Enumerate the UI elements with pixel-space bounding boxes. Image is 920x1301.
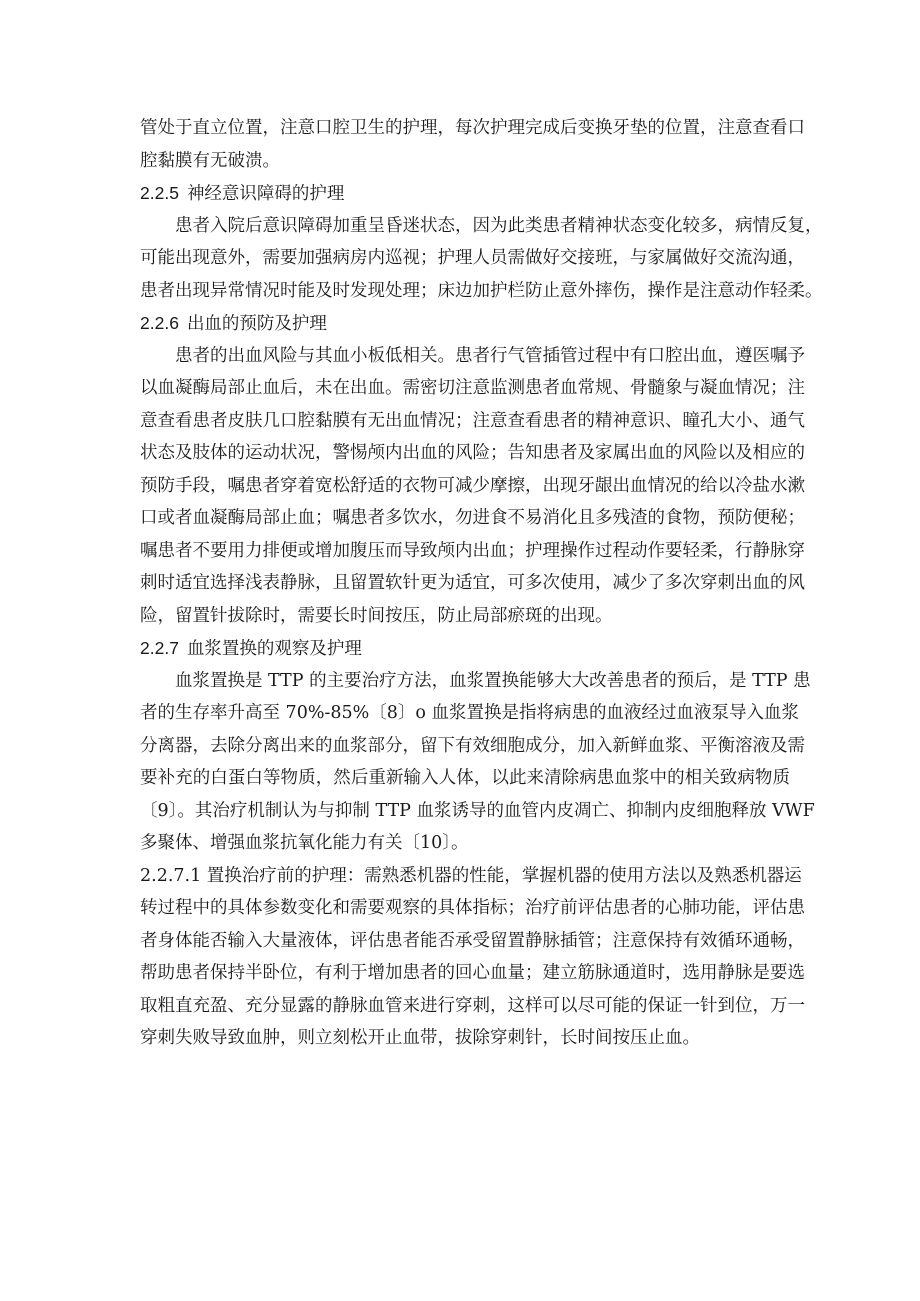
- text-line: 患者出现异常情况时能及时发现处理；床边加护栏防止意外摔伤，操作是注意动作轻柔。: [140, 280, 823, 301]
- text-line: 要补充的白蛋白等物质，然后重新输入人体，以此来清除病患血浆中的相关致病物质: [140, 768, 790, 788]
- text-line: 刺时适宜选择浅表静脉，且留置软针更为适宜，可多次使用，减少了多次穿刺出血的风: [140, 573, 805, 593]
- text-line: 2.2.7.1 置换治疗前的护理：需熟悉机器的性能，掌握机器的使用方法以及熟悉机器运: [140, 865, 802, 886]
- section-number: 2.2.6: [140, 313, 179, 333]
- text-line: 腔黏膜有无破溃。: [140, 150, 280, 171]
- text-line: 可能出现意外，需要加强病房内巡视；护理人员需做好交接班，与家属做好交流沟通，: [140, 248, 805, 268]
- text-line: 口或者血凝酶局部止血；嘱患者多饮水，勿进食不易消化且多残渣的食物，预防便秘；: [140, 508, 805, 528]
- section-number: 2.2.5: [140, 183, 179, 203]
- text-line: 者身体能否输入大量液体，评估患者能否承受留置静脉插管；注意保持有效循环通畅，: [140, 930, 805, 951]
- text-line: 穿刺失败导致血肿，则立刻松开止血带，拔除穿刺针，长时间按压止血。: [140, 1028, 700, 1048]
- text-line: 取粗直充盈、充分显露的静脉血管来进行穿刺，这样可以尽可能的保证一针到位，万一: [140, 995, 805, 1016]
- text-line: 患者入院后意识障碍加重呈昏迷状态，因为此类患者精神状态变化较多，病情反复，: [175, 215, 823, 236]
- text-line: 以血凝酶局部止血后，未在出血。需密切注意监测患者血常规、骨髓象与凝血情况；注: [140, 378, 805, 398]
- paragraph-plasma-exchange: [140, 665, 815, 860]
- text-line: 分离器，去除分离出来的血浆部分，留下有效细胞成分，加入新鲜血浆、平衡溶液及需: [140, 735, 805, 756]
- text-line: 血浆置换是 TTP 的主要治疗方法，血浆置换能够大大改善患者的预后，是 TTP 患: [175, 670, 811, 691]
- section-heading-2-2-6: [140, 307, 790, 340]
- text-line: 患者的出血风险与其血小板低相关。患者行气管插管过程中有口腔出血，遵医嘱予: [175, 345, 805, 366]
- text-line: 嘱患者不要用力排便或增加腹压而导致颅内出血；护理操作过程动作要轻柔，行静脉穿: [140, 540, 805, 561]
- section-heading-2-2-7: [140, 632, 790, 665]
- document-page: [140, 112, 823, 1055]
- text-line: 意查看患者皮肤几口腔黏膜有无出血情况；注意查看患者的精神意识、瞳孔大小、通气: [140, 410, 805, 431]
- section-number: 2.2.7: [140, 638, 179, 658]
- paragraph-bleeding-prevention: [140, 340, 805, 633]
- text-line: 者的生存率升高至 70%-85%〔8〕o 血浆置换是指将病患的血液经过血液泵导入血浆: [140, 703, 799, 723]
- text-line: 状态及肢体的运动状况，警惕颅内出血的风险；告知患者及家属出血的风险以及相应的: [140, 443, 805, 463]
- paragraph-oral-care-continued: [140, 112, 805, 177]
- text-line: 转过程中的具体参数变化和需要观察的具体指标；治疗前评估患者的心肺功能，评估患: [140, 898, 805, 918]
- text-line: 管处于直立位置，注意口腔卫生的护理，每次护理完成后变换牙垫的位置，注意查看口: [140, 118, 805, 138]
- paragraph-pre-exchange-care: [140, 860, 805, 1055]
- paragraph-consciousness-care: [140, 210, 823, 308]
- text-line: 多聚体、增强血浆抗氧化能力有关〔10〕。: [140, 833, 469, 853]
- text-line: 险，留置针拔除时，需要长时间按压，防止局部瘀斑的出现。: [140, 605, 613, 626]
- text-line: 帮助患者保持半卧位，有利于增加患者的回心血量；建立筋脉通道时，选用静脉是要选: [140, 963, 805, 983]
- text-line: 预防手段，嘱患者穿着宽松舒适的衣物可减少摩擦，出现牙龈出血情况的给以冷盐水漱: [140, 475, 805, 496]
- section-title: 血浆置换的观察及护理: [186, 639, 362, 659]
- section-title: 出血的预防及护理: [186, 314, 327, 334]
- section-heading-2-2-5: [140, 177, 790, 210]
- text-line: 〔9〕。其治疗机制认为与抑制 TTP 血浆诱导的血管内皮凋亡、抑制内皮细胞释放 VWF: [140, 800, 815, 821]
- section-title: 神经意识障碍的护理: [186, 184, 345, 204]
